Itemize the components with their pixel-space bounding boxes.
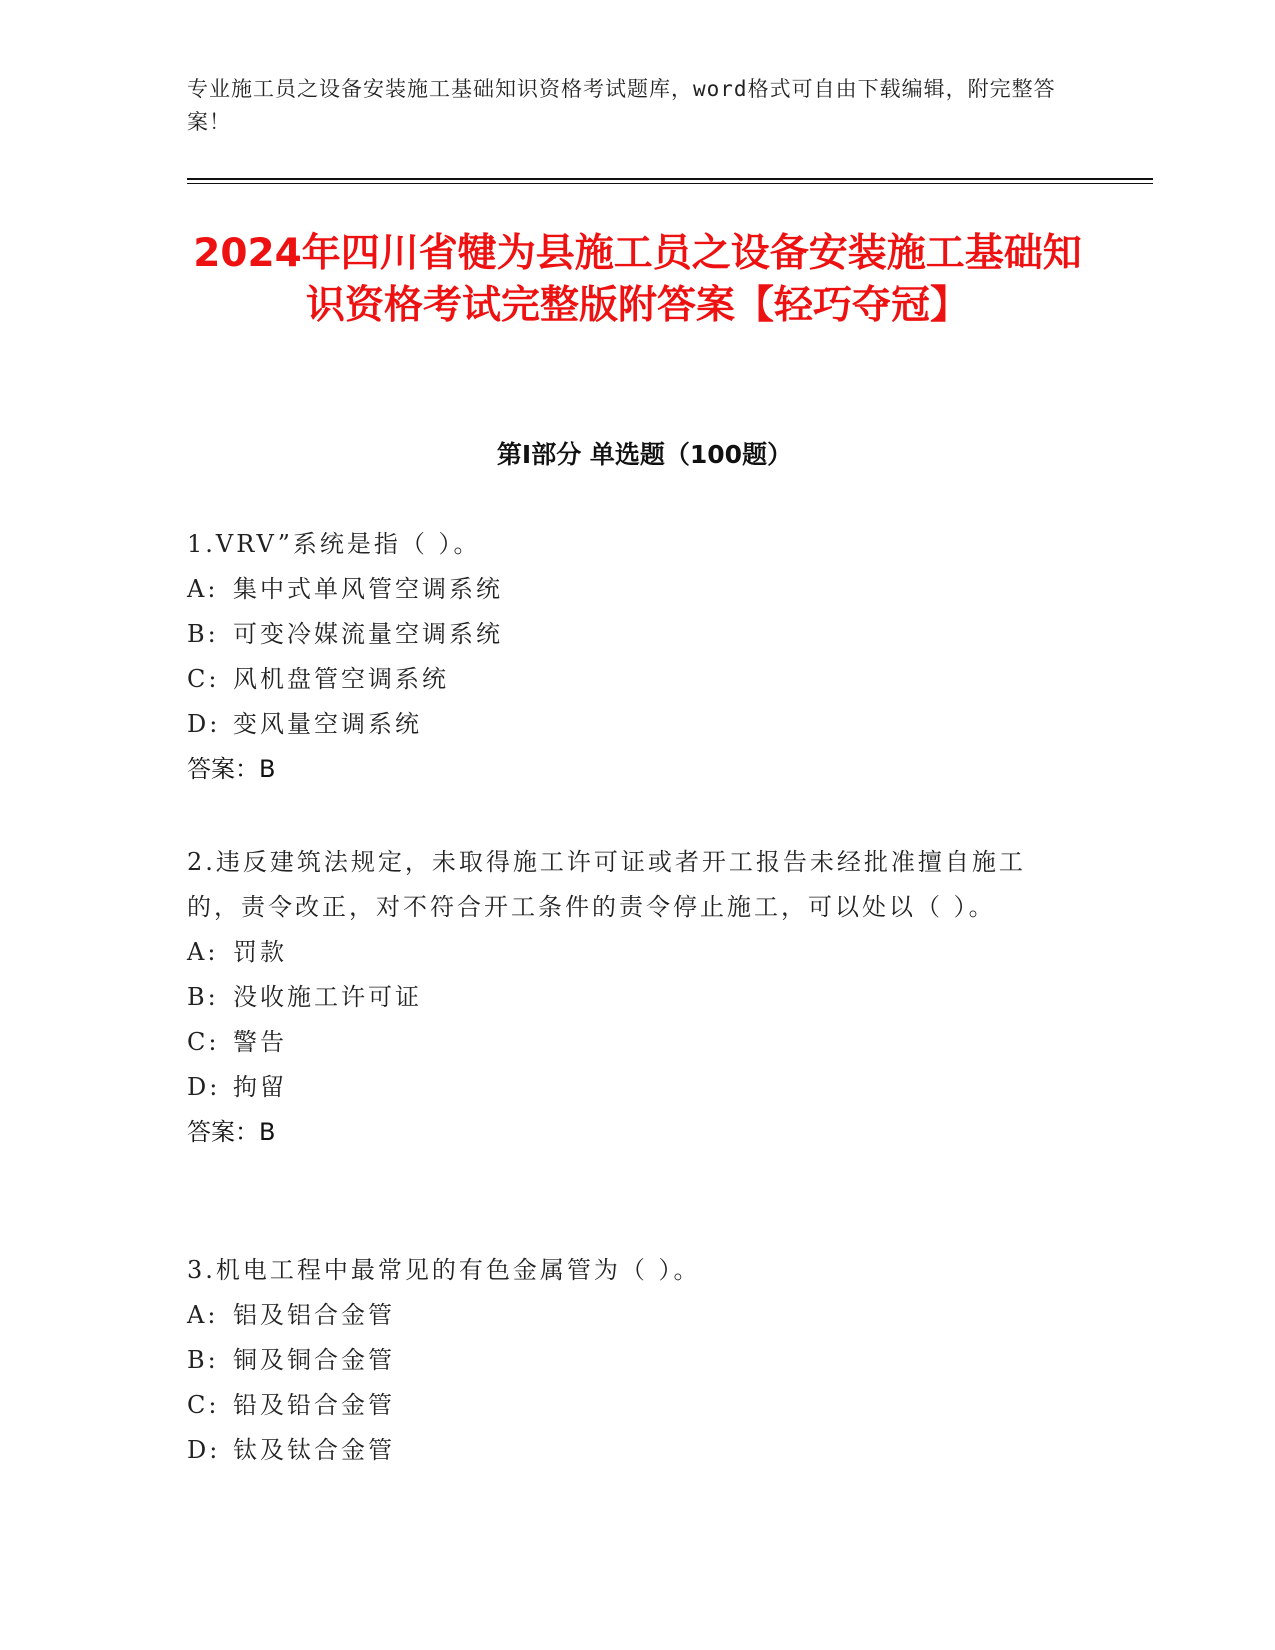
option-text: 铝及铝合金管 <box>233 1301 395 1329</box>
option-text: 铅及铅合金管 <box>233 1391 395 1419</box>
option-b <box>187 975 1077 1020</box>
answer-line: 答案：B <box>187 1118 276 1146</box>
option-b <box>187 1338 1077 1383</box>
option-key: C: <box>187 1028 220 1056</box>
header-divider-thin <box>187 183 1153 184</box>
option-key: C: <box>187 1391 220 1419</box>
document-title: 2024年四川省犍为县施工员之设备安装施工基础知识资格考试完整版附答案【轻巧夺冠】 <box>193 231 1082 328</box>
option-d <box>187 1065 1077 1110</box>
option-b <box>187 612 1077 657</box>
option-text: 集中式单风管空调系统 <box>233 575 503 603</box>
option-a <box>187 567 1077 612</box>
option-text: 没收施工许可证 <box>233 983 422 1011</box>
option-text: 罚款 <box>233 938 287 966</box>
option-key: D: <box>187 710 221 738</box>
option-key: A: <box>187 938 219 966</box>
option-key: B: <box>187 983 219 1011</box>
section-title: 第I部分 单选题（100题） <box>496 440 793 469</box>
header-note: 专业施工员之设备安装施工基础知识资格考试题库，word格式可自由下载编辑，附完整答案！ <box>187 77 1056 134</box>
option-d <box>187 702 1077 747</box>
option-text: 警告 <box>233 1028 287 1056</box>
option-key: D: <box>187 1436 221 1464</box>
option-text: 变风量空调系统 <box>233 710 422 738</box>
option-text: 可变冷媒流量空调系统 <box>233 620 503 648</box>
option-a <box>187 1293 1077 1338</box>
question-3 <box>187 1248 1077 1473</box>
option-key: D: <box>187 1073 221 1101</box>
option-a <box>187 930 1077 975</box>
option-c <box>187 1020 1077 1065</box>
question-stem: 2.违反建筑法规定，未取得施工许可证或者开工报告未经批准擅自施工的，责令改正，对不符合开工条件的责令停止施工，可以处以（ ）。 <box>187 848 1026 921</box>
option-key: C: <box>187 665 220 693</box>
option-key: B: <box>187 620 219 648</box>
option-text: 风机盘管空调系统 <box>233 665 449 693</box>
answer-line: 答案：B <box>187 755 276 783</box>
question-1 <box>187 522 1077 792</box>
header-divider-thick <box>187 178 1153 180</box>
option-key: A: <box>187 575 219 603</box>
question-stem: 1.VRV”系统是指（ ）。 <box>187 530 481 558</box>
option-c <box>187 657 1077 702</box>
option-d <box>187 1428 1077 1473</box>
option-text: 钛及钛合金管 <box>233 1436 395 1464</box>
option-text: 拘留 <box>233 1073 287 1101</box>
question-stem: 3.机电工程中最常见的有色金属管为（ ）。 <box>187 1256 701 1284</box>
option-text: 铜及铜合金管 <box>233 1346 395 1374</box>
option-key: A: <box>187 1301 219 1329</box>
question-2 <box>187 840 1077 1155</box>
option-key: B: <box>187 1346 219 1374</box>
option-c <box>187 1383 1077 1428</box>
